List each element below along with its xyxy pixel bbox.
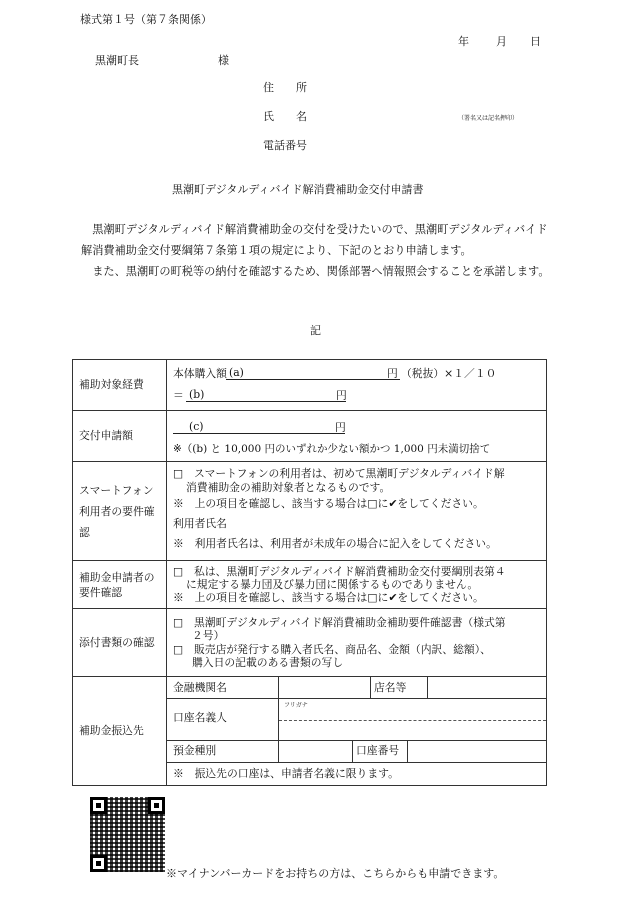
body-paragraph-2: また、黒潮町の町税等の納付を確認するため、関係部署へ情報照会することを承諾します。 bbox=[81, 265, 550, 278]
user-name-note: ※ 利用者氏名は、利用者が未成年の場合に記入をしてください。 bbox=[173, 537, 497, 550]
row-attachments bbox=[73, 609, 547, 677]
body-paragraph-1: 黒潮町デジタルディバイド解消費補助金の交付を受けたいので、黒潮町デジタルディバイド解消費補助金交付要綱第７条第１項の規定により、下記のとおり申請します。 bbox=[81, 223, 548, 257]
check-instruction-note: ※ 上の項目を確認し、該当する場合は□に✔をしてください。 bbox=[173, 497, 484, 510]
address-label: 住 所 bbox=[263, 81, 307, 94]
application-amount-cell bbox=[167, 411, 547, 462]
furigana-label: フリガナ bbox=[284, 702, 308, 709]
equals-sign: ＝ bbox=[173, 389, 184, 402]
seal-note: （署名又は記名押印） bbox=[458, 115, 519, 122]
smartphone-user-cell bbox=[167, 462, 547, 561]
amount-a-marker: (a) bbox=[229, 366, 244, 379]
label-smartphone-user bbox=[73, 462, 167, 561]
label-smartphone-user-line3: 認 bbox=[79, 525, 90, 539]
label-applicant-requirement-line2: 要件確認 bbox=[79, 585, 123, 599]
bank-name-field[interactable] bbox=[279, 678, 370, 698]
row-bank-transfer bbox=[73, 677, 547, 786]
online-application-note: ※マイナンバーカードをお持ちの方は、こちらからも申請できます。 bbox=[166, 867, 505, 880]
label-applicant-requirement bbox=[73, 561, 167, 609]
addressee-honorific: 様 bbox=[218, 54, 229, 67]
label-application-amount: 交付申請額 bbox=[73, 411, 167, 462]
branch-label: 店名等 bbox=[374, 681, 407, 694]
qr-finder-top-left bbox=[90, 797, 107, 814]
ki-heading: 記 bbox=[310, 324, 321, 337]
transfer-account-note: ※ 振込先の口座は、申請者名義に限ります。 bbox=[173, 767, 399, 780]
antisocial-declaration-checkbox[interactable]: □ 私は、黒潮町デジタルディバイド解消費補助金交付要綱別表第４ bbox=[173, 565, 506, 578]
applicant-check-note: ※ 上の項目を確認し、該当する場合は□に✔をしてください。 bbox=[173, 591, 484, 604]
label-smartphone-user-line2: 利用者の要件確 bbox=[79, 504, 155, 518]
first-time-user-text: 消費補助金の補助対象者となるものです。 bbox=[186, 481, 391, 494]
label-subsidy-cost: 補助対象経費 bbox=[73, 360, 167, 411]
amount-note: ※（(b) と 10,000 円のいずれか少ない額かつ 1,000 円未満切捨て bbox=[173, 443, 491, 455]
base-price-label: 本体購入額 bbox=[173, 367, 227, 380]
date-month-label: 月 bbox=[496, 35, 507, 48]
row-smartphone-user bbox=[73, 462, 547, 561]
yen-b: 円 bbox=[336, 389, 347, 402]
phone-label: 電話番号 bbox=[263, 139, 307, 152]
account-holder-field[interactable] bbox=[279, 707, 541, 739]
attachment-1-text: ２号） bbox=[192, 629, 225, 642]
amount-b-field[interactable] bbox=[186, 388, 346, 402]
application-form-table bbox=[72, 359, 547, 786]
row-application-amount bbox=[73, 411, 547, 462]
account-number-field[interactable] bbox=[408, 741, 540, 761]
qr-finder-top-right bbox=[148, 797, 165, 814]
account-holder-label: 口座名義人 bbox=[173, 711, 227, 724]
user-name-label: 利用者氏名 bbox=[173, 517, 227, 530]
name-label: 氏 名 bbox=[263, 110, 307, 123]
form-number: 様式第１号（第７条関係） bbox=[80, 13, 212, 26]
deposit-type-label: 預金種別 bbox=[173, 744, 217, 757]
label-applicant-requirement-line1: 補助金申請者の bbox=[79, 570, 155, 584]
antisocial-declaration-text: に規定する暴力団及び暴力団に関係するものでありません。 bbox=[186, 578, 479, 591]
attachment-1-checkbox[interactable]: □ 黒潮町デジタルディバイド解消費補助金補助要件確認書（様式第 bbox=[173, 616, 506, 629]
amount-c-field[interactable] bbox=[173, 420, 345, 434]
amount-b-marker: (b) bbox=[189, 388, 205, 401]
first-time-user-checkbox[interactable]: □ スマートフォンの利用者は、初めて黒潮町デジタルディバイド解 bbox=[173, 467, 505, 480]
bank-grid bbox=[167, 677, 546, 785]
addressee: 黒潮町長 bbox=[95, 54, 139, 67]
date-year-label: 年 bbox=[458, 35, 469, 48]
attachments-cell bbox=[167, 609, 547, 677]
applicant-requirement-cell bbox=[167, 561, 547, 609]
bank-name-label: 金融機関名 bbox=[173, 681, 227, 694]
yen-a: 円 bbox=[387, 367, 398, 380]
row-applicant-requirement bbox=[73, 561, 547, 609]
label-bank-transfer: 補助金振込先 bbox=[73, 677, 167, 786]
subsidy-cost-cell bbox=[167, 360, 547, 411]
qr-finder-bottom-left bbox=[90, 855, 107, 872]
attachment-2-text: 購入日の記載のある書類の写し bbox=[192, 656, 344, 669]
amount-a-field[interactable] bbox=[226, 366, 400, 380]
amount-c-marker: (c) bbox=[189, 420, 204, 433]
tax-excluded-rate: （税抜）×１／１０ bbox=[401, 367, 497, 380]
deposit-type-field[interactable] bbox=[279, 741, 352, 761]
branch-field[interactable] bbox=[428, 678, 540, 698]
row-subsidy-cost bbox=[73, 360, 547, 411]
mynumber-qr-code[interactable] bbox=[90, 797, 165, 872]
account-number-label: 口座番号 bbox=[356, 744, 400, 757]
label-attachments: 添付書類の確認 bbox=[73, 609, 167, 677]
yen-c: 円 bbox=[335, 421, 346, 434]
document-title: 黒潮町デジタルディバイド解消費補助金交付申請書 bbox=[172, 183, 424, 196]
label-smartphone-user-line1: スマートフォン bbox=[79, 483, 154, 497]
attachment-2-checkbox[interactable]: □ 販売店が発行する購入者氏名、商品名、金額（内訳、総額）、 bbox=[173, 643, 491, 656]
date-day-label: 日 bbox=[530, 35, 541, 48]
bank-transfer-cell bbox=[167, 677, 547, 786]
